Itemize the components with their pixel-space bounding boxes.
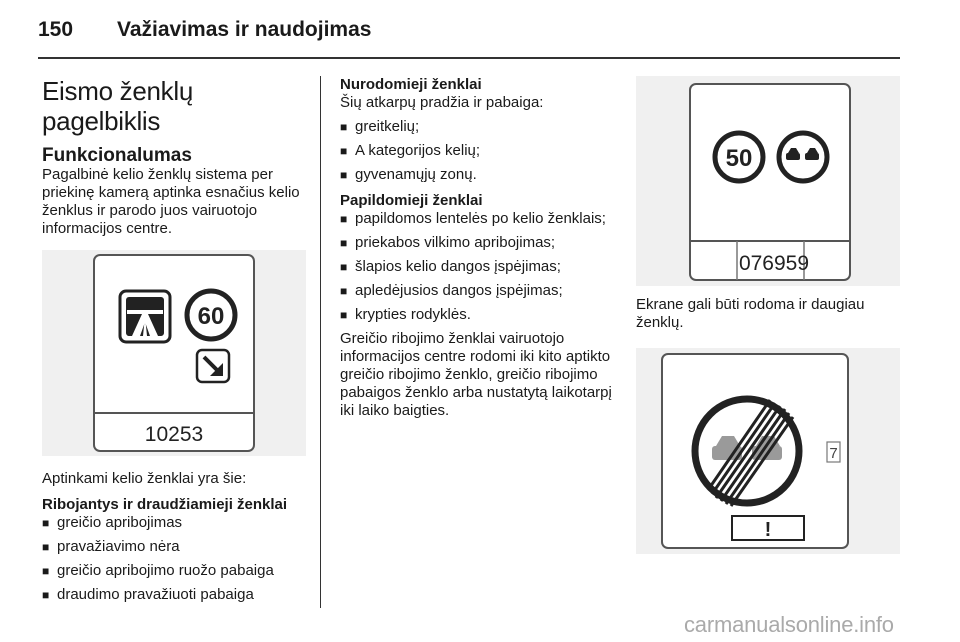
sub-title-functionality: Funkcionalumas bbox=[42, 145, 192, 166]
list-item: ■ priekabos vilkimo apribojimas; bbox=[340, 234, 612, 252]
indicative-intro: Šių atkarpų pradžia ir pabaiga: bbox=[340, 94, 544, 111]
speed-limit-value: 60 bbox=[197, 303, 225, 330]
list-item: ■ pravažiavimo nėra bbox=[42, 538, 312, 556]
chapter-title: Važiavimas ir naudojimas bbox=[117, 18, 372, 41]
list-item: ■ papildomos lentelės po kelio ženklais; bbox=[340, 210, 612, 228]
header-divider bbox=[38, 57, 900, 59]
list-item: ■ draudimo pravažiuoti pabaiga bbox=[42, 586, 312, 604]
column-right bbox=[636, 76, 904, 554]
figure-end-of-no-overtaking bbox=[636, 348, 900, 554]
list-item: ■ greitkelių; bbox=[340, 118, 612, 136]
list-item: ■ šlapios kelio dangos įspėjimas; bbox=[340, 258, 612, 276]
end-of-restriction-sign bbox=[695, 399, 799, 506]
speed-limit-value: 50 bbox=[725, 145, 753, 172]
section-title: Eismo ženklų pagelbiklis bbox=[42, 76, 194, 136]
sign-counter: 7 bbox=[829, 445, 838, 462]
closing-paragraph: Greičio ribojimo ženklai vairuotojo informacijos centre rodomi iki kito aptikto greičio ribojimo ženklo, greičio ribojimo pabaigos ženklo arba nustatytą laikotarpį iki laiko baigties. bbox=[340, 330, 612, 419]
direction-arrow-icon bbox=[197, 350, 229, 382]
column-middle bbox=[340, 76, 612, 420]
display-illustration-2 bbox=[636, 76, 900, 286]
column-divider bbox=[320, 76, 321, 608]
more-signs-text: Ekrane gali būti rodoma ir daugiau ženklų. bbox=[636, 296, 865, 331]
list-item: ■ apledėjusios dangos įspėjimas; bbox=[340, 282, 612, 300]
additional-signs-heading: Papildomieji ženklai bbox=[340, 192, 483, 209]
detected-signs-text: Aptinkami kelio ženklai yra šie: bbox=[42, 470, 247, 487]
display-illustration-1 bbox=[42, 250, 306, 456]
list-item: ■ A kategorijos kelių; bbox=[340, 142, 612, 160]
list-item: ■ greičio apribojimo ruožo pabaiga bbox=[42, 562, 312, 580]
figure-speed-limit-60 bbox=[42, 250, 306, 456]
restrictive-signs-heading: Ribojantys ir draudžiamieji ženklai bbox=[42, 496, 288, 513]
panel-number: 10253 bbox=[144, 423, 204, 446]
no-overtaking-icon bbox=[779, 133, 827, 181]
list-item: ■ gyvenamųjų zonų. bbox=[340, 166, 612, 184]
display-illustration-3 bbox=[636, 348, 900, 554]
figure-speed-limit-50 bbox=[636, 76, 900, 286]
panel-number: 076959 bbox=[738, 252, 810, 275]
intro-paragraph: Pagalbinė kelio ženklų sistema per priekinę kamerą aptinka esnačius kelio ženklus ir parodo juos vairuotojo informacijos centre. bbox=[42, 166, 300, 237]
warning-exclamation-icon: ! bbox=[764, 519, 772, 541]
list-item: ■ greičio apribojimas bbox=[42, 514, 312, 532]
speed-limit-sign bbox=[187, 291, 235, 339]
watermark: carmanualsonline.info bbox=[684, 612, 894, 637]
list-item: ■ krypties rodyklės. bbox=[340, 306, 612, 324]
column-left bbox=[42, 76, 312, 604]
motorway-icon bbox=[120, 291, 170, 342]
indicative-signs-heading: Nurodomieji ženklai bbox=[340, 76, 482, 93]
page-number: 150 bbox=[38, 18, 74, 41]
speed-limit-sign bbox=[715, 133, 763, 181]
